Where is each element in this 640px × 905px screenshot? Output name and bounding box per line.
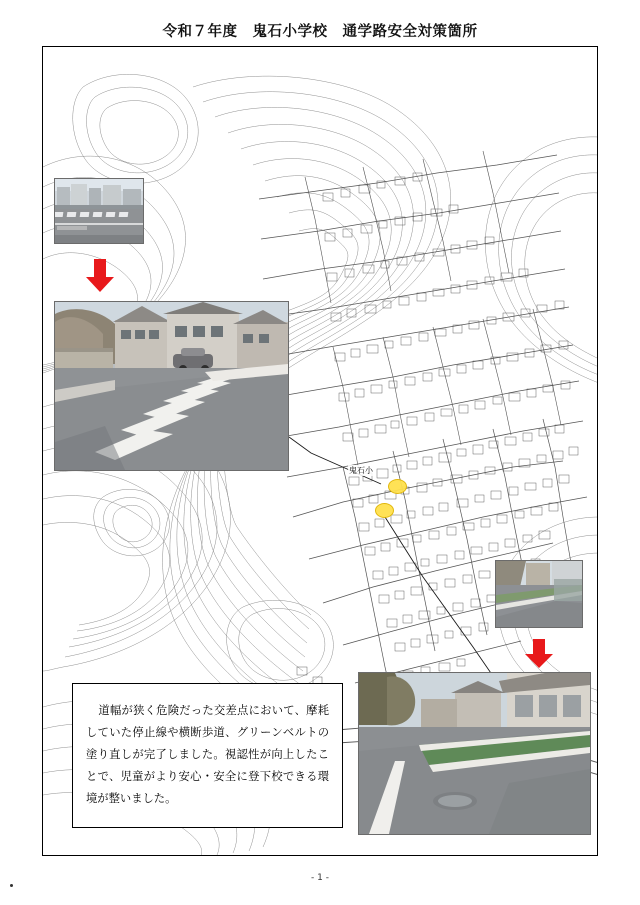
page-number: - 1 -	[311, 873, 329, 883]
photo-before-greenbelt	[495, 560, 583, 628]
photo-before-crosswalk	[54, 178, 144, 244]
comment-text: 道幅が狭く危険だった交差点において、摩耗していた停止線や横断歩道、グリーンベルトの塗り直しが完了しました。視認性が向上したことで、児童がより安心・安全に登下校できる環境が整いました。	[86, 704, 329, 806]
content-frame	[42, 46, 598, 856]
map-label-school: 鬼石小	[349, 466, 373, 475]
comment-box	[72, 683, 343, 828]
corner-mark	[10, 884, 13, 887]
down-arrow-left	[85, 259, 115, 293]
page-title: 令和７年度 鬼石小学校 通学路安全対策箇所	[162, 24, 478, 40]
map-marker-a	[388, 479, 407, 494]
map-marker-b	[375, 503, 394, 518]
down-arrow-right	[524, 639, 554, 669]
photo-after-greenbelt	[358, 672, 591, 835]
photo-after-crosswalk	[54, 301, 289, 471]
